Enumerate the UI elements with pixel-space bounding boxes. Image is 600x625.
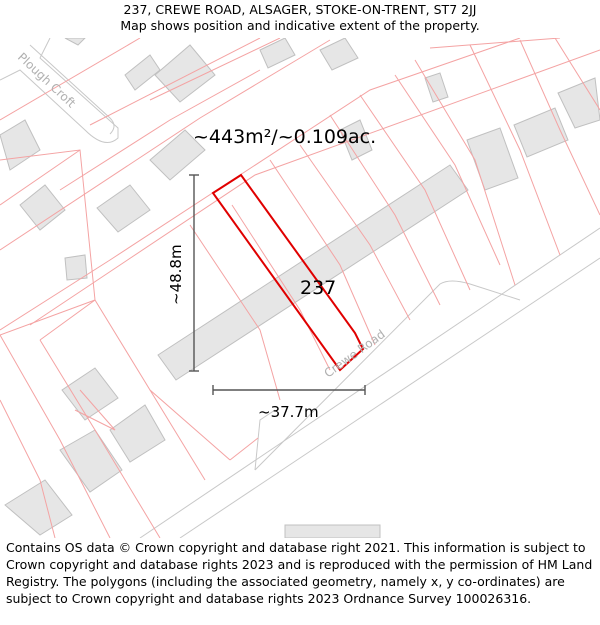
building xyxy=(125,55,160,90)
building xyxy=(514,108,568,157)
building xyxy=(285,525,380,538)
building xyxy=(110,405,165,462)
plough-croft-inner xyxy=(30,45,114,134)
map-header xyxy=(0,0,600,40)
address-title: 237, CREWE ROAD, ALSAGER, STOKE-ON-TRENT, ST7 2JJ xyxy=(123,2,477,17)
boundary-line xyxy=(0,150,95,340)
building xyxy=(5,480,72,535)
map-subtitle: Map shows position and indicative extent of the property. xyxy=(120,18,480,33)
building xyxy=(558,78,600,128)
boundary-line xyxy=(90,38,260,125)
boundary-line xyxy=(230,438,258,460)
building xyxy=(65,38,85,45)
attribution-text: Contains OS data © Crown copyright and database right 2021. This information is subject to Crown copyright and database rights 2023 and is reproduced with the permission of HM Land Registry. The polygons (including the associated geometry, namely x, y co-ordinates) are subject to Crown copyright and database rights 2023 Ordnance Survey 100026316. xyxy=(6,540,593,606)
boundary-line xyxy=(0,300,95,335)
area-label: ~443m²/~0.109ac. xyxy=(193,126,377,148)
building xyxy=(260,38,295,68)
height-label: ~48.8m xyxy=(167,244,185,305)
plot-number-label: 237 xyxy=(300,277,337,299)
map-canvas[interactable] xyxy=(0,38,600,538)
building xyxy=(0,120,40,170)
building xyxy=(97,185,150,232)
building xyxy=(20,185,65,230)
building xyxy=(62,368,118,420)
crewe-road-north-edge xyxy=(140,228,600,538)
building xyxy=(425,73,448,102)
street-label-plough-croft: Plough Croft xyxy=(14,49,79,111)
width-label: ~37.7m xyxy=(258,403,319,421)
street-label-crewe-road: Crewe Road xyxy=(321,327,388,381)
property-map[interactable] xyxy=(0,38,600,538)
building xyxy=(60,430,122,492)
crewe-road-footway xyxy=(255,281,520,470)
